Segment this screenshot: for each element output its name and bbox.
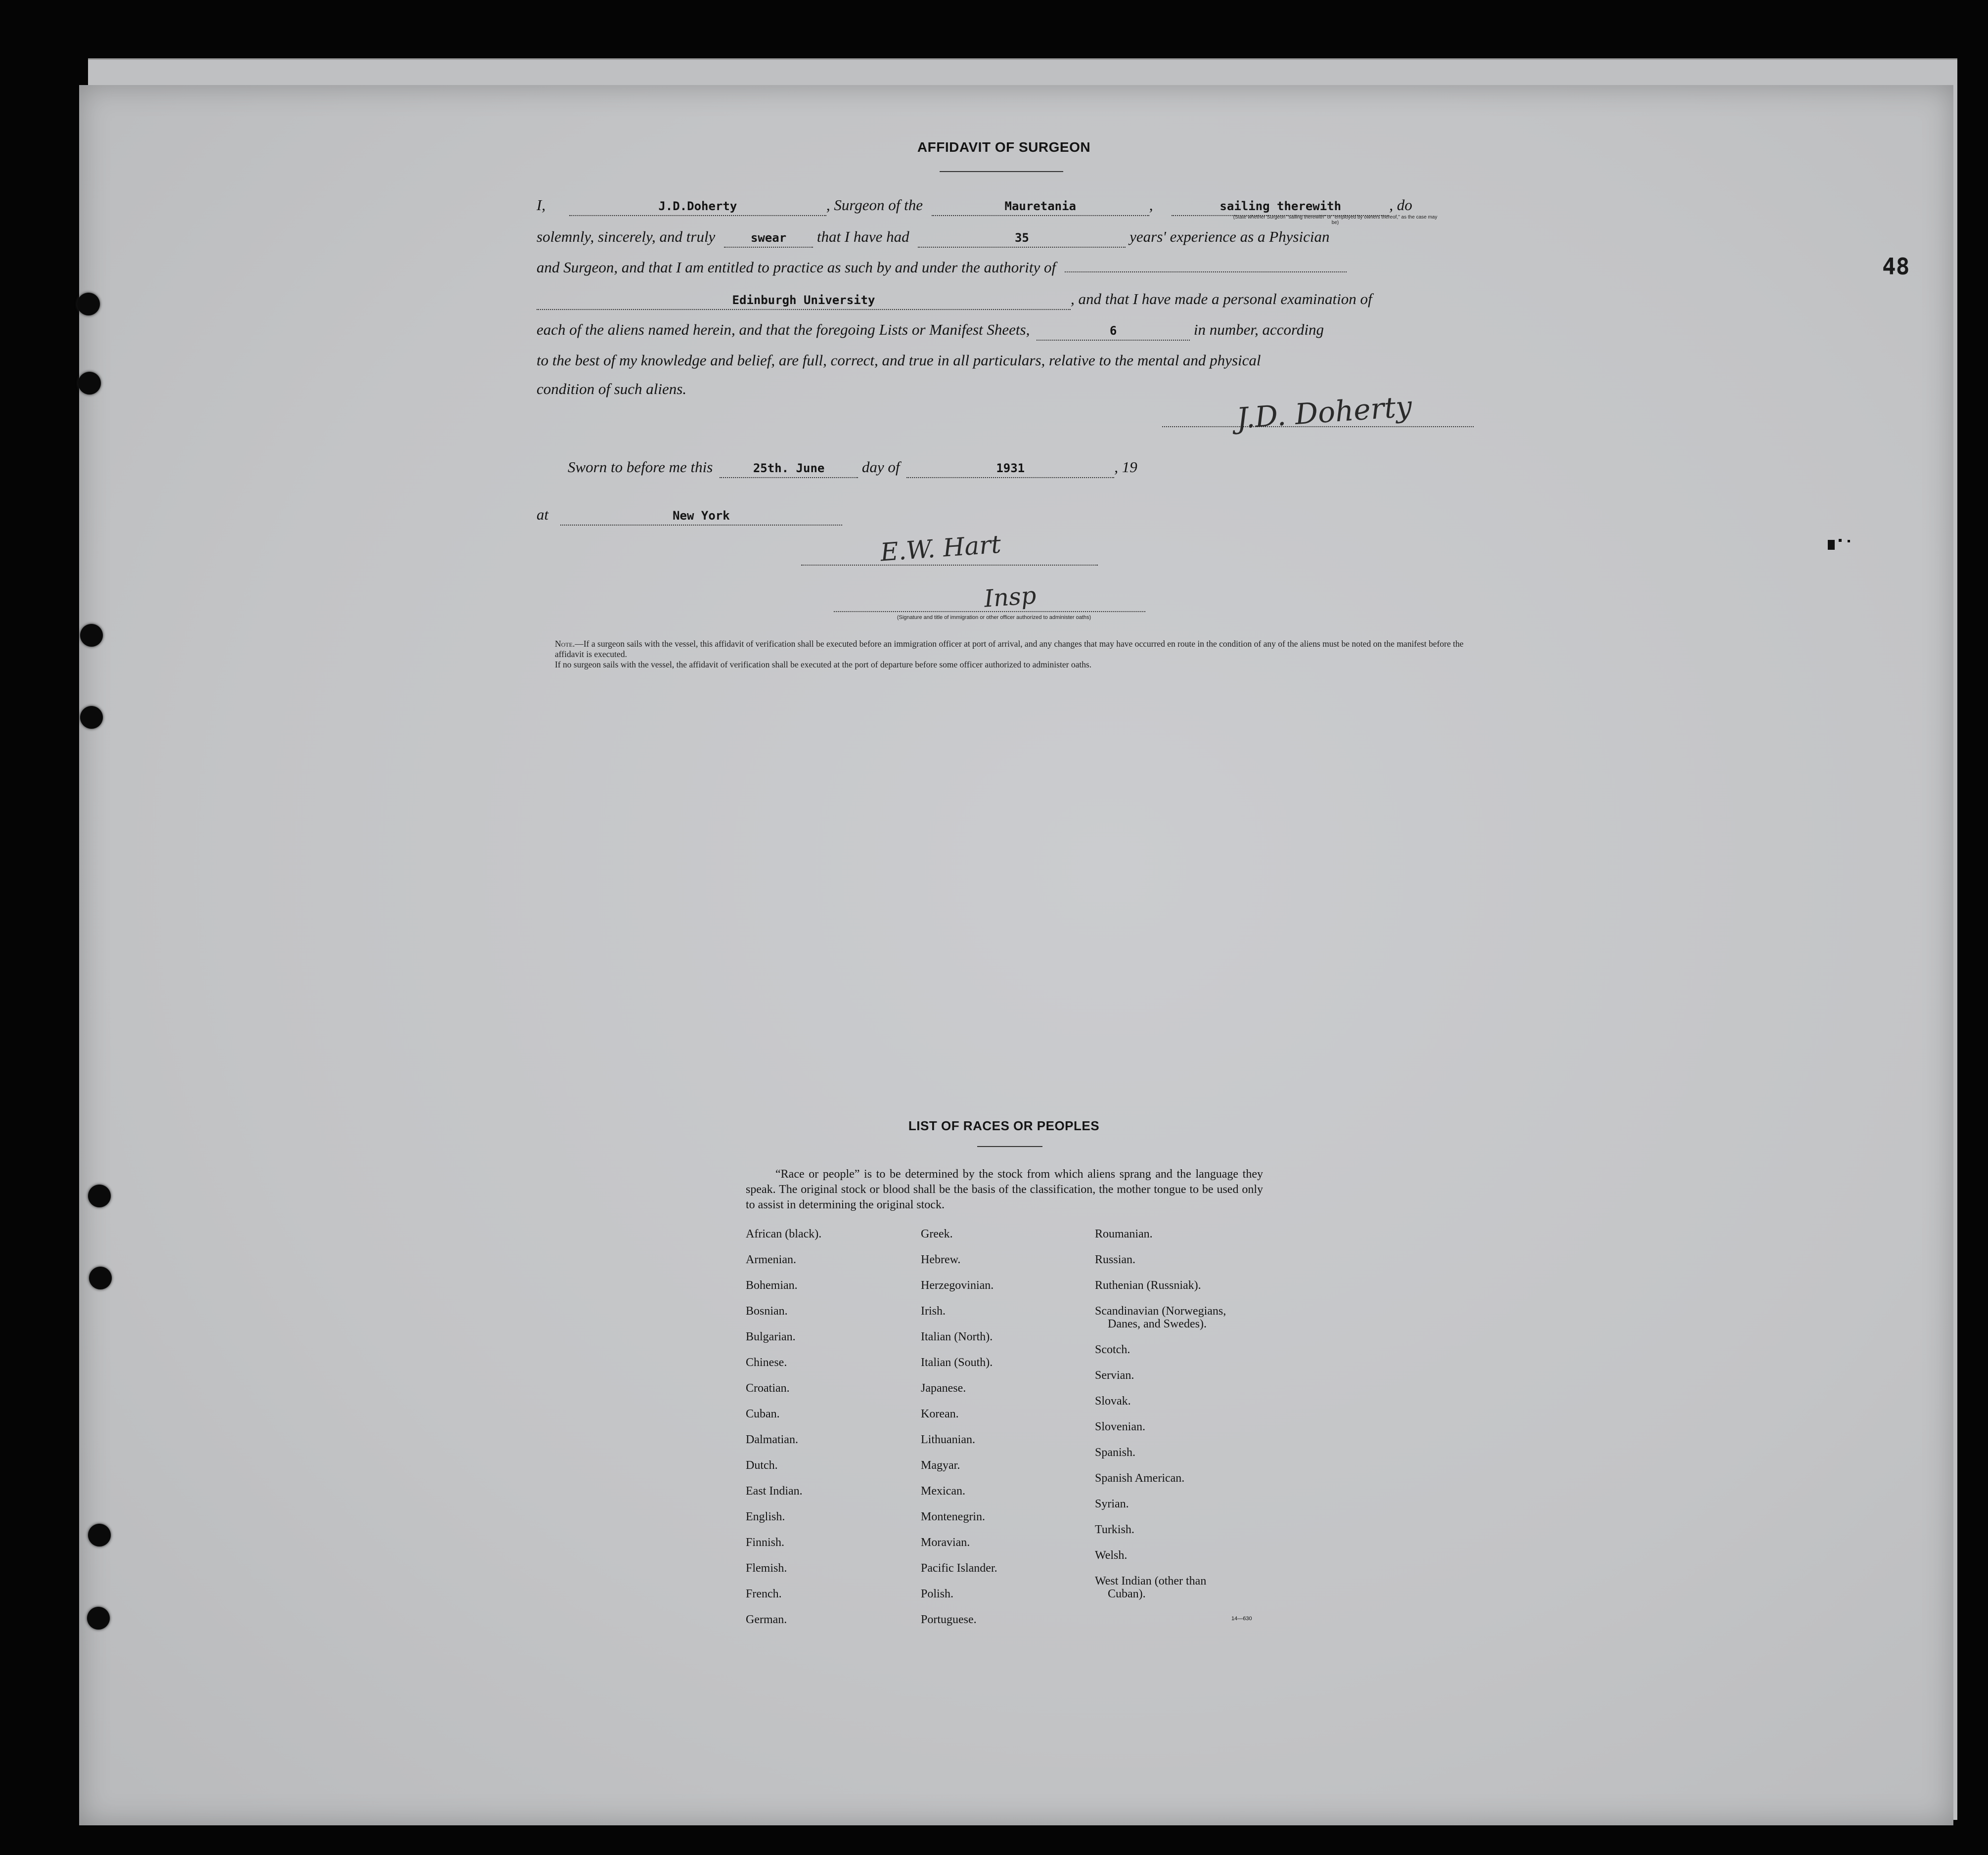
sworn-line: [568, 456, 1507, 479]
race-item: Turkish.: [1095, 1523, 1134, 1536]
line-text: solemnly, sincerely, and truly: [537, 228, 716, 245]
punch-hole: [80, 706, 103, 729]
race-item: Cuban).: [1108, 1588, 1146, 1600]
race-item: Dutch.: [746, 1459, 778, 1472]
line-text: ,: [1149, 196, 1153, 214]
ink-speck: [1848, 540, 1850, 542]
line-text: in number, according: [1193, 321, 1324, 338]
oath-field: swear: [724, 229, 813, 248]
place-line: [537, 503, 1476, 526]
line-text: I,: [537, 196, 546, 214]
sworn-date-field: 25th. June: [720, 459, 858, 478]
officer-signature: E.W. Hart: [879, 530, 1002, 567]
race-item: Greek.: [921, 1228, 953, 1240]
authority-field: Edinburgh University: [537, 291, 1071, 310]
races-title: LIST OF RACES OR PEOPLES: [908, 1118, 1100, 1133]
race-item: Dalmatian.: [746, 1433, 798, 1446]
race-item: Croatian.: [746, 1382, 790, 1395]
affidavit-line-4: [537, 288, 1476, 310]
race-item: Italian (South).: [921, 1356, 993, 1369]
affidavit-line-5: [537, 318, 1476, 341]
note-text: If no surgeon sails with the vessel, the affidavit of verification shall be executed at the port of departure before some officer authorized to administer oaths.: [555, 660, 1092, 669]
line-text: and Surgeon, and that I am entitled to practice as such by and under the authority of: [537, 259, 1056, 276]
race-item: Scotch.: [1095, 1343, 1130, 1356]
race-item: German.: [746, 1613, 787, 1626]
race-item: Japanese.: [921, 1382, 966, 1395]
race-item: Korean.: [921, 1408, 959, 1420]
punch-hole: [89, 1267, 112, 1289]
line-text: , Surgeon of the: [826, 196, 923, 214]
note-label: Note.: [555, 639, 575, 649]
line-text: years' experience as a Physician: [1130, 228, 1330, 245]
race-item: Finnish.: [746, 1536, 785, 1549]
title-underline: [940, 171, 1063, 172]
race-item: Herzegovinian.: [921, 1279, 994, 1292]
race-item: Slovenian.: [1095, 1420, 1145, 1433]
page-number: 48: [1882, 253, 1910, 280]
line-text: day of: [861, 458, 900, 476]
surgeon-signature: J.D. Doherty: [1235, 389, 1413, 436]
affidavit-line-3: [537, 256, 1476, 279]
race-item: Welsh.: [1095, 1549, 1128, 1562]
race-item: Irish.: [921, 1305, 946, 1318]
punch-hole: [77, 293, 100, 315]
race-item: Magyar.: [921, 1459, 960, 1472]
officer-signature-line: [801, 565, 1098, 566]
races-title-underline: [977, 1146, 1042, 1147]
race-item: Syrian.: [1095, 1498, 1129, 1510]
line-text: Sworn to before me this: [568, 458, 713, 476]
race-item: Montenegrin.: [921, 1510, 985, 1523]
race-item: West Indian (other than: [1095, 1575, 1207, 1588]
race-item: Hebrew.: [921, 1253, 961, 1266]
note-text: —If a surgeon sails with the vessel, this affidavit of verification shall be executed before an immigration officer at port of arrival, and any changes that may have occurred en route in the condition of any of the aliens must be noted on the manifest before the affidavit is executed.: [555, 639, 1464, 659]
line-text: each of the aliens named herein, and that the foregoing Lists or Manifest Sheets,: [537, 321, 1030, 338]
sheets-count-field: 6: [1037, 322, 1190, 341]
punch-hole: [88, 1524, 111, 1546]
race-item: Pacific Islander.: [921, 1562, 997, 1575]
race-item: Italian (North).: [921, 1330, 993, 1343]
race-item: African (black).: [746, 1228, 822, 1240]
race-item: Spanish American.: [1095, 1472, 1185, 1485]
races-column-2: [921, 1227, 997, 1638]
form-number: 14—630: [1231, 1616, 1252, 1622]
line-text: condition of such aliens.: [537, 380, 687, 398]
affidavit-title: AFFIDAVIT OF SURGEON: [917, 139, 1091, 155]
races-column-3: [1095, 1227, 1226, 1613]
line-text: , do: [1389, 196, 1412, 214]
race-item: Portuguese.: [921, 1613, 977, 1626]
authority-blank: [1065, 271, 1347, 272]
note-paragraph: [555, 639, 1480, 660]
vessel-name-field: Mauretania: [932, 197, 1149, 216]
document-page: [79, 85, 1953, 1825]
race-item: Roumanian.: [1095, 1228, 1153, 1240]
race-item: Mexican.: [921, 1485, 965, 1498]
race-item: Slovak.: [1095, 1395, 1131, 1408]
line-text: at: [537, 506, 549, 523]
race-item: Bosnian.: [746, 1305, 788, 1318]
affidavit-line-2: [537, 225, 1476, 248]
race-item: East Indian.: [746, 1485, 803, 1498]
race-item: Armenian.: [746, 1253, 796, 1266]
races-intro: “Race or people” is to be determined by the stock from which aliens sprang and the language they speak. The original stock or blood shall be the basis of the classification, the mother tongue to be used only to assist in determining the original stock.: [746, 1168, 1263, 1211]
punch-hole: [88, 1185, 111, 1207]
race-item: Servian.: [1095, 1369, 1134, 1382]
line-text: that I have had: [816, 228, 909, 245]
place-field: New York: [560, 507, 842, 526]
capacity-note: (State whether Surgeon "sailing therewith" or "employed by owners thereof," as the case may be): [1233, 215, 1438, 225]
race-item: Russian.: [1095, 1253, 1136, 1266]
sworn-year-field: 1931: [906, 459, 1114, 478]
line-text: , and that I have made a personal examination of: [1071, 290, 1372, 308]
ink-speck: [1828, 540, 1835, 550]
race-item: Bulgarian.: [746, 1330, 796, 1343]
race-item: Polish.: [921, 1588, 954, 1600]
line-text: to the best of my knowledge and belief, are full, correct, and true in all particulars, relative to the mental and physical: [537, 352, 1261, 369]
officer-caption: (Signature and title of immigration or other officer authorized to administer oaths): [897, 615, 1091, 620]
ink-speck: [1839, 539, 1842, 542]
capacity-field: sailing therewith: [1172, 197, 1389, 216]
punch-hole: [80, 624, 103, 647]
race-item: Danes, and Swedes).: [1108, 1318, 1207, 1330]
race-item: Ruthenian (Russniak).: [1095, 1279, 1201, 1292]
races-column-1: [746, 1227, 821, 1638]
line-text: , 19: [1114, 458, 1137, 476]
race-item: Scandinavian (Norwegians,: [1095, 1305, 1226, 1318]
race-item: Cuban.: [746, 1408, 780, 1420]
affidavit-line-1: [537, 194, 1476, 217]
race-item: Flemish.: [746, 1562, 787, 1575]
race-item: Bohemian.: [746, 1279, 798, 1292]
years-field: 35: [918, 229, 1126, 248]
race-item: Lithuanian.: [921, 1433, 975, 1446]
race-item: Chinese.: [746, 1356, 787, 1369]
affidavit-line-6: [537, 349, 1476, 372]
officer-title: Insp: [983, 581, 1038, 613]
punch-hole: [87, 1607, 110, 1630]
race-item: Spanish.: [1095, 1446, 1136, 1459]
race-item: Moravian.: [921, 1536, 970, 1549]
surgeon-name-field: J.D.Doherty: [569, 197, 826, 216]
punch-hole: [78, 372, 101, 395]
note-paragraph: [555, 660, 1480, 670]
race-item: French.: [746, 1588, 782, 1600]
race-item: English.: [746, 1510, 785, 1523]
affidavit-note: [555, 639, 1480, 670]
